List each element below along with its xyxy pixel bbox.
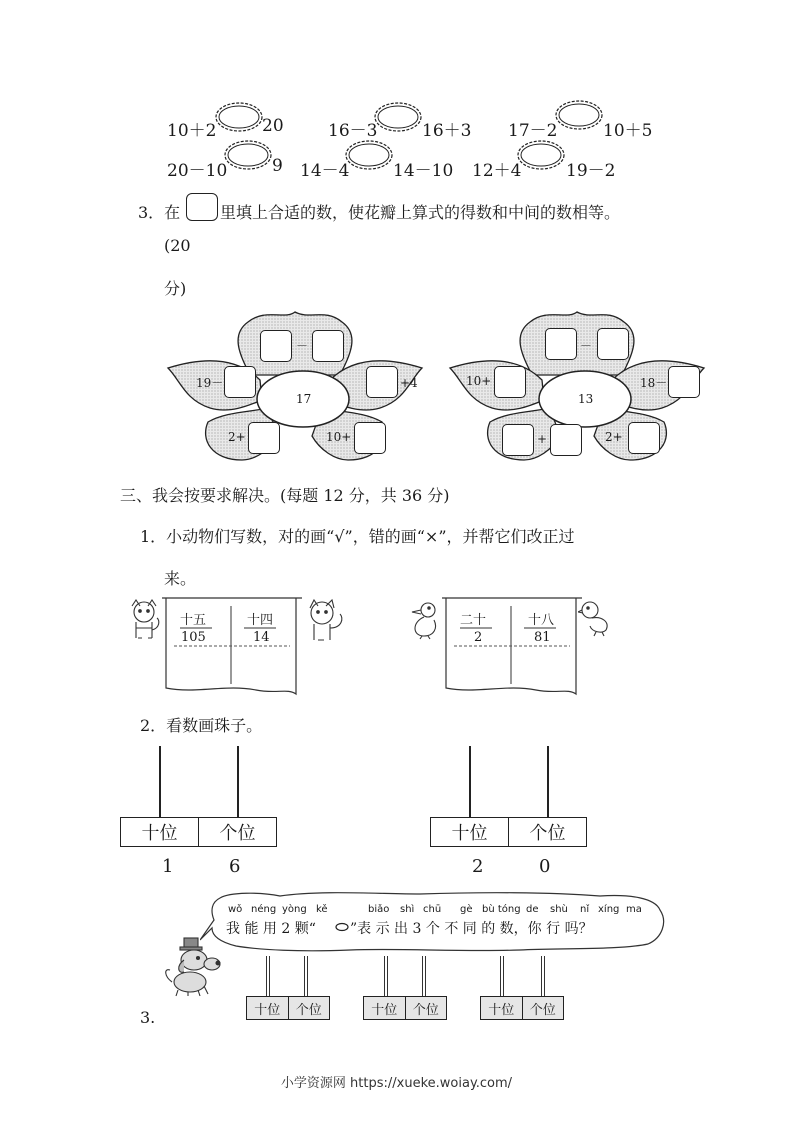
- compare-left: 14－4: [300, 161, 350, 181]
- compare-oval[interactable]: [553, 98, 605, 132]
- compare-oval[interactable]: [222, 138, 274, 172]
- compare-right: 20: [262, 116, 284, 136]
- cat-icon: [304, 598, 348, 644]
- q33-number: 3.: [140, 1008, 156, 1027]
- section-title: 三、我会按要求解决。(每题 12 分，共 36 分): [120, 486, 450, 505]
- flower-op: －: [296, 339, 309, 353]
- abacus-rod[interactable]: [384, 956, 388, 996]
- blank-box[interactable]: [502, 424, 534, 456]
- flower-label: 18－: [640, 376, 668, 390]
- bubble-text: 我 能 用 2 颗“: [226, 921, 316, 937]
- abacus-number: 2: [472, 856, 484, 877]
- abacus-rod[interactable]: [159, 746, 161, 818]
- pinyin: biǎo: [368, 904, 390, 915]
- bubble-text: ”表 示 出 3 个 不 同 的 数，你 行 吗？: [350, 921, 593, 937]
- flower-label: 10+: [466, 374, 492, 388]
- abacus-rod[interactable]: [304, 956, 308, 996]
- abacus-ones-label: 个位: [529, 1002, 556, 1018]
- compare-left: 17－2: [508, 121, 558, 141]
- paper-cell: 十八: [528, 613, 555, 628]
- blank-box[interactable]: [597, 328, 629, 360]
- pinyin: wǒ: [228, 904, 243, 915]
- abacus-ones-label: 个位: [219, 823, 256, 844]
- blank-box[interactable]: [550, 424, 582, 456]
- abacus-tens-label: 十位: [481, 997, 523, 1019]
- paper-cell: 14: [253, 630, 270, 645]
- flower-center: 17: [296, 392, 312, 406]
- abacus-base: [480, 996, 564, 1020]
- footer: 小学资源网 https://xueke.woiay.com/: [280, 1076, 513, 1091]
- paper-1: [156, 594, 306, 698]
- compare-left: 12＋4: [472, 161, 522, 181]
- flower-label: +4: [400, 376, 418, 390]
- compare-right: 16＋3: [422, 121, 472, 141]
- bead-icon: [335, 922, 349, 932]
- paper-cell: 二十: [460, 613, 487, 628]
- flower-label: 2+: [228, 430, 246, 444]
- pinyin: chū: [423, 904, 442, 915]
- pinyin: yòng: [282, 904, 307, 915]
- pinyin: kě: [316, 904, 328, 915]
- compare-oval[interactable]: [515, 138, 567, 172]
- blank-box[interactable]: [260, 330, 292, 362]
- pinyin: gè: [460, 904, 473, 915]
- abacus-ones-label: 个位: [529, 823, 566, 844]
- blank-box-example: [186, 193, 218, 221]
- abacus-number: 0: [539, 856, 551, 877]
- abacus-rod[interactable]: [547, 746, 549, 818]
- q31-text-cont: 来。: [164, 569, 197, 588]
- abacus-base: [363, 996, 447, 1020]
- dog-icon: [160, 936, 226, 998]
- duck-icon: [406, 600, 440, 640]
- abacus-tens-label: 十位: [121, 818, 199, 846]
- pinyin: xíng: [598, 904, 620, 915]
- blank-box[interactable]: [628, 422, 660, 454]
- paper-cell: 81: [534, 630, 551, 645]
- blank-box[interactable]: [354, 422, 386, 454]
- abacus-rod[interactable]: [422, 956, 426, 996]
- q3-score-unit: 分): [164, 279, 187, 298]
- abacus-base: [246, 996, 330, 1020]
- abacus-number: 1: [162, 856, 174, 877]
- abacus-ones-label: 个位: [412, 1002, 439, 1018]
- paper-cell: 十四: [247, 613, 274, 628]
- paper-cell: 105: [181, 630, 206, 645]
- flower-label: 19－: [196, 376, 224, 390]
- q31-text: 1．小动物们写数，对的画“√”，错的画“×”，并帮它们改正过: [140, 527, 575, 546]
- flower-label: 10+: [326, 430, 352, 444]
- compare-oval[interactable]: [343, 138, 395, 172]
- pinyin: ma: [626, 904, 642, 915]
- compare-left: 10＋2: [167, 121, 217, 141]
- blank-box[interactable]: [494, 366, 526, 398]
- abacus-base: [120, 817, 277, 847]
- compare-right: 19－2: [566, 161, 616, 181]
- flower-center: 13: [578, 392, 594, 406]
- abacus-rod[interactable]: [266, 956, 270, 996]
- abacus-number: 6: [229, 856, 241, 877]
- pinyin: shì: [400, 904, 415, 915]
- compare-oval[interactable]: [213, 100, 265, 134]
- q3-number: 3．在: [138, 203, 181, 222]
- q3-score: (20: [164, 236, 191, 255]
- flower-op: －: [580, 339, 593, 353]
- abacus-tens-label: 十位: [247, 997, 289, 1019]
- abacus-rod[interactable]: [237, 746, 239, 818]
- compare-right: 10＋5: [603, 121, 653, 141]
- pinyin: nǐ: [580, 904, 590, 915]
- abacus-tens-label: 十位: [364, 997, 406, 1019]
- q32-title: 2．看数画珠子。: [140, 716, 263, 735]
- paper-cell: 2: [474, 630, 483, 645]
- flower-op: +: [537, 432, 548, 446]
- blank-box[interactable]: [366, 366, 398, 398]
- pinyin: bù tóng: [482, 904, 521, 915]
- compare-oval[interactable]: [372, 100, 424, 134]
- blank-box[interactable]: [248, 422, 280, 454]
- abacus-rod[interactable]: [500, 956, 504, 996]
- abacus-ones-label: 个位: [295, 1002, 322, 1018]
- abacus-tens-label: 十位: [431, 818, 509, 846]
- pinyin: néng: [251, 904, 277, 915]
- pinyin-row: [228, 904, 648, 918]
- compare-left: 16－3: [328, 121, 378, 141]
- abacus-base: [430, 817, 587, 847]
- blank-box[interactable]: [224, 366, 256, 398]
- abacus-rod[interactable]: [469, 746, 471, 818]
- q3-text: 里填上合适的数，使花瓣上算式的得数和中间的数相等。: [220, 203, 621, 222]
- compare-right: 9: [272, 156, 283, 176]
- compare-right: 14－10: [393, 161, 454, 181]
- blank-box[interactable]: [312, 330, 344, 362]
- abacus-rod[interactable]: [541, 956, 545, 996]
- blank-box[interactable]: [545, 328, 577, 360]
- flower-label: 2+: [605, 430, 623, 444]
- paper-2: [436, 594, 586, 698]
- pinyin: shù: [550, 904, 568, 915]
- blank-box[interactable]: [668, 366, 700, 398]
- compare-left: 20－10: [167, 161, 228, 181]
- pinyin: de: [526, 904, 539, 915]
- paper-cell: 十五: [180, 613, 207, 628]
